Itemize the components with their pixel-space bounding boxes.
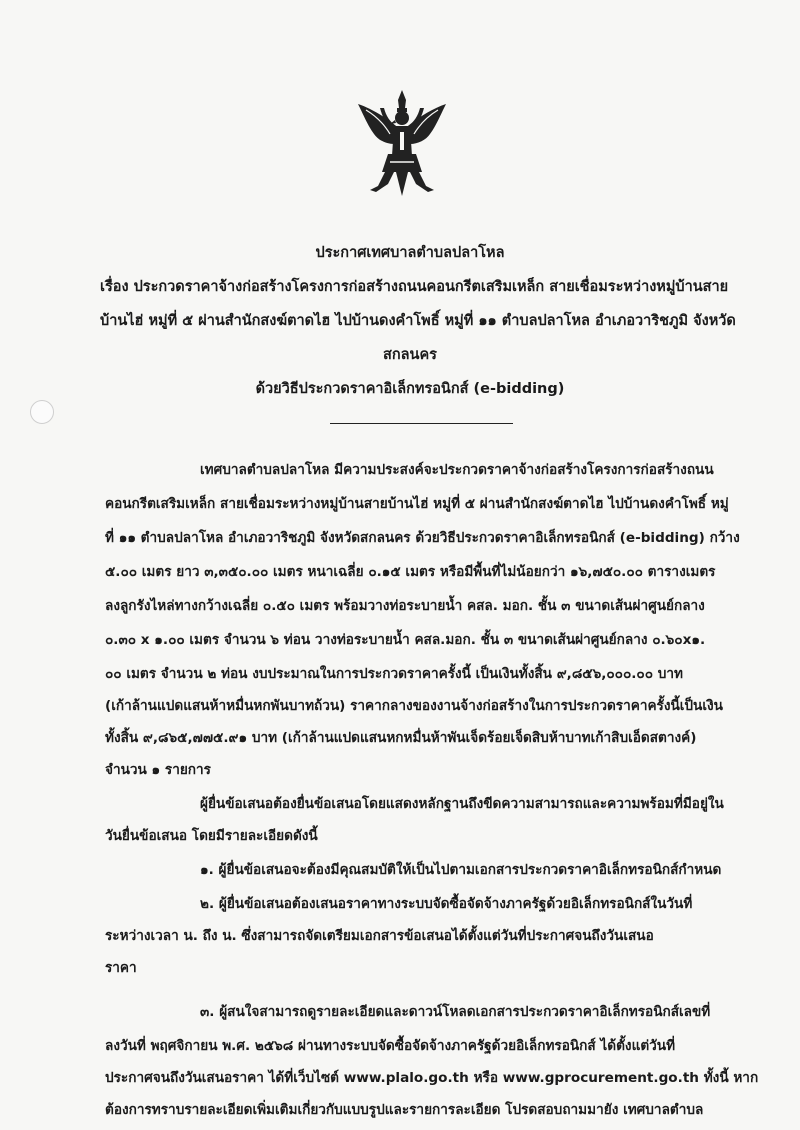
garuda-emblem-icon xyxy=(356,86,448,198)
announcement-heading xyxy=(100,236,736,406)
body-line: ต้องการทราบรายละเอียดเพิ่มเติมเกี่ยวกับแบบรูปและรายการละเอียด โปรดสอบถามมายัง เทศบาลตำบล xyxy=(105,1102,704,1118)
body-line: เทศบาลตำบลปลาโหล มีความประสงค์จะประกวดราคาจ้างก่อสร้างโครงการก่อสร้างถนน xyxy=(200,462,714,478)
heading-line-issuer: ประกาศเทศบาลตำบลปลาโหล xyxy=(315,245,505,261)
heading-line-method: ด้วยวิธีประกวดราคาอิเล็กทรอนิกส์ (e-bidding) xyxy=(255,381,565,397)
body-line: (เก้าล้านแปดแสนห้าหมื่นหกพันบาทถ้วน) ราคากลางของงานจ้างก่อสร้างในการประกวดราคาครั้งนี้เป็นเงิน xyxy=(105,698,723,714)
list-item: ๒. ผู้ยื่นข้อเสนอต้องเสนอราคาทางระบบจัดซื้อจัดจ้างภาครัฐด้วยอิเล็กทรอนิกส์ในวันที่ xyxy=(200,896,693,912)
heading-line-subject: เรื่อง ประกวดราคาจ้างก่อสร้างโครงการก่อสร้างถนนคอนกรีตเสริมเหล็ก สายเชื่อมระหว่างหมู่บ้านสาย xyxy=(100,279,729,295)
body-line: ระหว่างเวลา น. ถึง น. ซึ่งสามารถจัดเตรียมเอกสารข้อเสนอได้ตั้งแต่วันที่ประกาศจนถึงวันเสนอ xyxy=(105,928,654,944)
punch-hole xyxy=(30,400,54,424)
body-line: คอนกรีตเสริมเหล็ก สายเชื่อมระหว่างหมู่บ้านสายบ้านไฮ่ หมู่ที่ ๕ ผ่านสำนักสงฆ์ตาดไฮ ไปบ้านดงคำโพธิ์ หมู่ xyxy=(105,496,729,512)
body-line: ลงลูกรังไหล่ทางกว้างเฉลี่ย ๐.๕๐ เมตร พร้อมวางท่อระบายน้ำ คสล. มอก. ชั้น ๓ ขนาดเส้นผ่าศูนย์กลาง xyxy=(105,598,705,614)
body-line: ลงวันที่ พฤศจิกายน พ.ศ. ๒๕๖๘ ผ่านทางระบบจัดซื้อจัดจ้างภาครัฐด้วยอิเล็กทรอนิกส์ ได้ตั้งแต่วันที่ xyxy=(105,1038,676,1054)
list-item: ๓. ผู้สนใจสามารถดูรายละเอียดและดาวน์โหลดเอกสารประกวดราคาอิเล็กทรอนิกส์เลขที่ xyxy=(200,1004,711,1020)
body-line: ทั้งสิ้น ๙,๘๖๕,๗๗๕.๙๑ บาท (เก้าล้านแปดแสนหกหมื่นห้าพันเจ็ดร้อยเจ็ดสิบห้าบาทเก้าสิบเอ็ดสตางค์) xyxy=(105,730,697,746)
body-line: ประกาศจนถึงวันเสนอราคา ได้ที่เว็บไซต์ www.plalo.go.th หรือ www.gprocurement.go.th ทั้งนี้ หาก xyxy=(105,1070,759,1086)
body-line: จำนวน ๑ รายการ xyxy=(105,762,211,778)
body-line: ราคา xyxy=(105,960,137,976)
list-item: ๑. ผู้ยื่นข้อเสนอจะต้องมีคุณสมบัติให้เป็นไปตามเอกสารประกวดราคาอิเล็กทรอนิกส์กำหนด xyxy=(200,862,722,878)
heading-line-subject: บ้านไฮ่ หมู่ที่ ๕ ผ่านสำนักสงฆ์ตาดไฮ ไปบ้านดงคำโพธิ์ หมู่ที่ ๑๑ ตำบลปลาโหล อำเภอวาริชภูมิ จังหวัด xyxy=(100,313,736,329)
body-line: ๕.๐๐ เมตร ยาว ๓,๓๕๐.๐๐ เมตร หนาเฉลี่ย ๐.๑๕ เมตร หรือมีพื้นที่ไม่น้อยกว่า ๑๖,๗๕๐.๐๐ ตารางเมตร xyxy=(105,564,716,580)
body-line: ที่ ๑๑ ตำบลปลาโหล อำเภอวาริชภูมิ จังหวัดสกลนคร ด้วยวิธีประกวดราคาอิเล็กทรอนิกส์ (e-bidding) กว้าง xyxy=(105,530,740,546)
body-line: ผู้ยื่นข้อเสนอต้องยื่นข้อเสนอโดยแสดงหลักฐานถึงขีดความสามารถและความพร้อมที่มีอยู่ใน xyxy=(200,796,724,812)
body-line: ๐.๓๐ x ๑.๐๐ เมตร จำนวน ๖ ท่อน วางท่อระบายน้ำ คสล.มอก. ชั้น ๓ ขนาดเส้นผ่าศูนย์กลาง ๐.๖๐x๑. xyxy=(105,632,706,648)
heading-divider xyxy=(330,423,513,424)
heading-line-subject: สกลนคร xyxy=(383,347,437,363)
body-line: วันยื่นข้อเสนอ โดยมีรายละเอียดดังนี้ xyxy=(105,828,318,844)
body-line: ๐๐ เมตร จำนวน ๒ ท่อน งบประมาณในการประกวดราคาครั้งนี้ เป็นเงินทั้งสิ้น ๙,๘๕๖,๐๐๐.๐๐ บาท xyxy=(105,666,683,682)
